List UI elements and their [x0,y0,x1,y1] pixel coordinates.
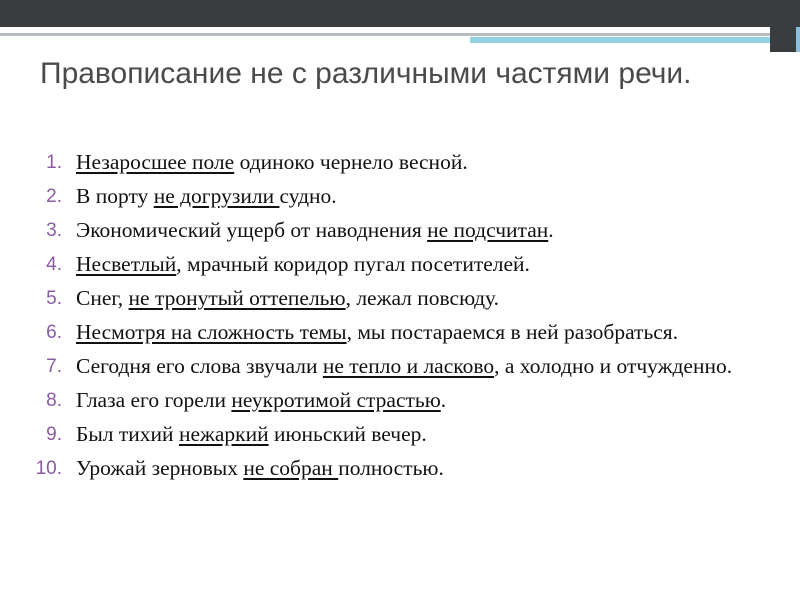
sentence-fragment: Сегодня его слова звучали [76,354,323,378]
sentence-list [18,148,778,488]
slide-title: Правописание не с различными частями речи. [40,57,692,90]
sentence-fragment: судно. [279,184,337,208]
sentence-fragment: В порту [76,184,154,208]
list-item [18,284,778,313]
sentence-text [76,420,778,449]
list-item [18,386,778,415]
list-number: 6. [46,322,62,343]
sentence-text [76,250,778,279]
list-number: 7. [46,356,62,377]
list-number: 3. [46,220,62,241]
sentence-fragment: Снег, [76,286,129,310]
sentence-fragment: . [548,218,554,242]
sentence-text [76,182,778,211]
sentence-text [76,284,778,313]
underlined-phrase: Несветлый [76,252,177,276]
list-item [18,148,778,177]
sentence-text [76,148,778,177]
list-number: 8. [46,390,62,411]
list-number: 5. [46,288,62,309]
sentence-fragment: . [440,388,447,412]
underlined-phrase: не тронутый оттепелью [128,286,346,310]
sentence-fragment: Урожай зерновых [76,456,244,480]
list-item [18,250,778,279]
sentence-text [76,216,778,245]
sentence-fragment: , а холодно и отчужденно. [494,354,733,378]
accent-line-gray [0,33,800,36]
sentence-text [76,318,778,347]
sentence-fragment: одиноко чернело весной. [234,150,468,174]
sentence-fragment: полностью. [338,456,444,480]
sentence-fragment: Был тихий [76,422,179,446]
sentence-fragment: , мрачный коридор пугал посетителей. [176,252,530,276]
list-item [18,420,778,449]
underlined-phrase: нежаркий [178,422,269,446]
underlined-phrase: не тепло и ласково [322,354,495,378]
corner-decoration [770,27,800,52]
underlined-phrase: не подсчитан [427,218,549,242]
sentence-text [76,386,778,415]
underlined-phrase: неукротимой страстью [231,388,441,412]
list-item [18,182,778,211]
list-item [18,352,778,381]
list-number: 9. [46,424,62,445]
sentence-fragment: июньский вечер. [268,422,427,446]
underlined-phrase: Несмотря на сложность темы [76,320,347,344]
accent-bar [0,27,800,42]
underlined-phrase: Незаросшее поле [76,150,235,174]
sentence-fragment: , лежал повсюду. [345,286,499,310]
sentence-text [76,454,778,483]
list-number: 2. [46,186,62,207]
corner-stripe [796,27,800,52]
list-number: 4. [46,254,62,275]
underlined-phrase: не собран [243,456,339,480]
list-number: 1. [46,152,62,173]
list-item [18,318,778,347]
top-bar [0,0,800,27]
list-number: 10. [35,458,62,479]
list-item [18,216,778,245]
sentence-fragment: Глаза его горели [76,388,232,412]
underlined-phrase: не догрузили [153,184,280,208]
accent-line-blue [470,37,770,43]
sentence-text [76,352,778,381]
sentence-fragment: , мы постараемся в ней разобраться. [346,320,679,344]
sentence-fragment: Экономический ущерб от наводнения [76,218,428,242]
list-item [18,454,778,483]
